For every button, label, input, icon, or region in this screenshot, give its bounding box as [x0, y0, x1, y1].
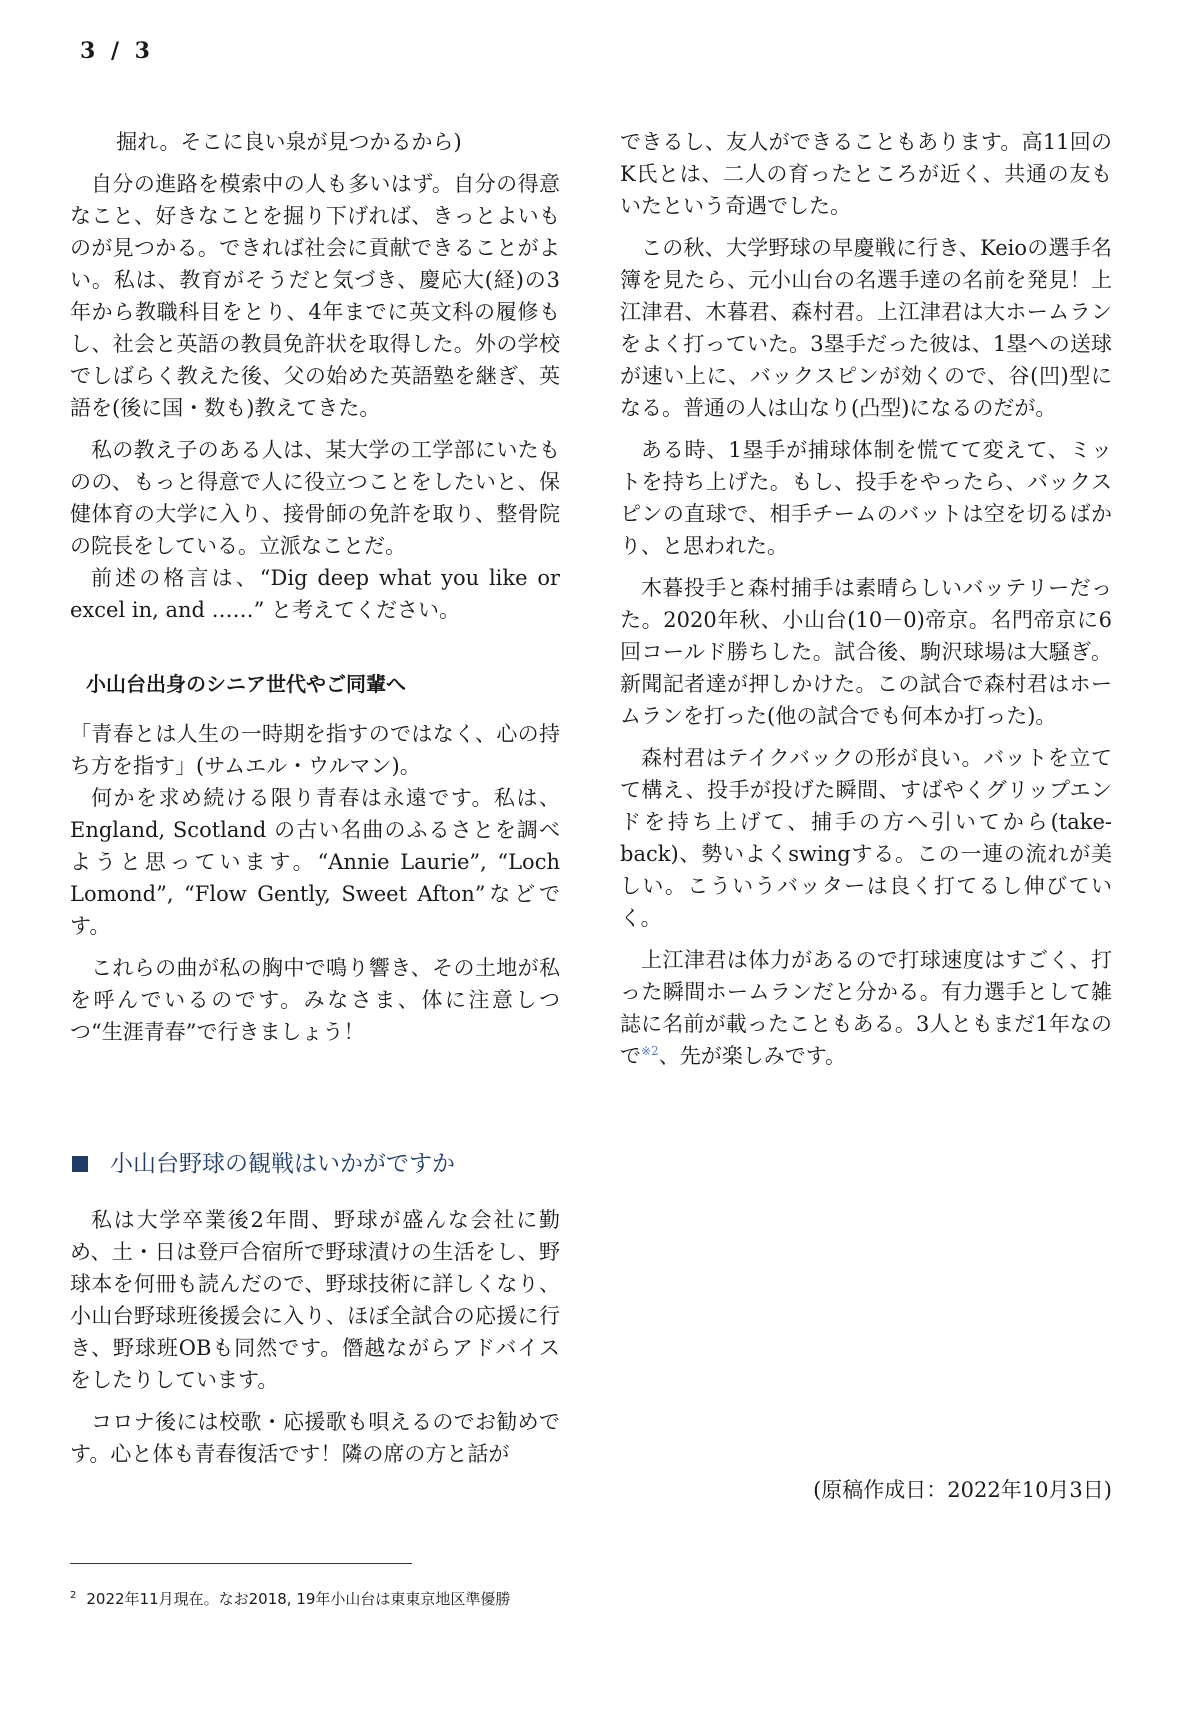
footnote — [70, 1588, 510, 1609]
manuscript-date: (原稿作成日：2022年10月3日) — [813, 1478, 1112, 1502]
footnote-reference[interactable]: ※2 — [641, 1044, 659, 1058]
section-heading — [70, 1148, 560, 1180]
paragraph-takeback: 森村君はテイクバックの形が良い。バットを立てて構え、投手が投げた瞬間、すばやくグリップエンドを持ち上げて、捕手の方へ引いてから(take-back)、勢いよくswingする。この一連の流れが美しい。こういうバッターは良く打てるし伸びていく。 — [620, 746, 1112, 930]
paragraph-first-baseman: ある時、1塁手が捕球体制を慌てて変えて、ミットを持ち上げた。もし、投手をやったら、バックスピンの直球で、相手チームのバットは空を切るばかり、と思われた。 — [620, 438, 1112, 558]
paragraph-songs: 何かを求め続ける限り青春は永遠です。私は、England, Scotland の古い名曲のふるさとを調べようと思っています。“Annie Laurie”, “Loch Lomond”, “Flow Gently, Sweet Afton”などです。 — [70, 786, 560, 938]
left-column — [70, 126, 560, 1480]
right-column — [620, 126, 1112, 1082]
square-bullet-icon — [72, 1156, 88, 1172]
paragraph-waseda-keio: この秋、大学野球の早慶戦に行き、Keioの選手名簿を見たら、元小山台の名選手達の名前を発見！上江津君、木暮君、森村君。上江津君は大ホームランをよく打っていた。3塁手だった彼は、1塁への送球が速い上に、バックスピンが効くので、谷(凹)型になる。普通の人は山なり(凸型)になるのだが。 — [620, 236, 1112, 420]
footnote-text: 2022年11月現在。なお2018, 19年小山台は東東京地区準優勝 — [86, 1590, 511, 1608]
paragraph-battery: 木暮投手と森村捕手は素晴らしいバッテリーだった。2020年秋、小山台(10－0)帝京。名門帝京に6回コールド勝ちした。試合後、駒沢球場は大騒ぎ。新聞記者達が押しかけた。この試合で森村君はホームランを打った(他の試合でも何本か打った)。 — [620, 576, 1112, 728]
page-number: 3 / 3 — [80, 38, 154, 64]
footnote-divider — [70, 1563, 412, 1564]
paragraph-maxim: 前述の格言は、“Dig deep what you like or excel in, and ……” と考えてください。 — [70, 566, 560, 622]
paragraph-continuation: 掘れ。そこに良い泉が見つかるから) — [116, 130, 462, 154]
paragraph-friends: できるし、友人ができることもあります。高11回のK氏とは、二人の育ったところが近く、共通の友もいたという奇遇でした。 — [620, 130, 1112, 218]
paragraph-career: 自分の進路を模索中の人も多いはず。自分の得意なこと、好きなことを掘り下げれば、きっとよいものが見つかる。できれば社会に貢献できることがよい。私は、教育がそうだと気づき、慶応大(経)の3年から教職科目をとり、4年までに英文科の履修もし、社会と英語の教員免許状を取得した。外の学校でしばらく教えた後、父の始めた英語塾を継ぎ、英語を(後に国・数も)教えてきた。 — [70, 172, 560, 420]
paragraph-lifelong-youth: これらの曲が私の胸中で鳴り響き、その土地が私を呼んでいるのです。みなさま、体に注意しつつ“生涯青春”で行きましょう！ — [70, 956, 560, 1044]
paragraph-recommendation: コロナ後には校歌・応援歌も唄えるのでお勧めです。心と体も青春復活です！隣の席の方と話が — [70, 1410, 560, 1466]
power-hitter-text: 上江津君は体力があるので打球速度はすごく、打った瞬間ホームランだと分かる。有力選手として雑誌に名前が載ったこともある。3人ともまだ1年なので — [620, 948, 1112, 1068]
power-hitter-text-end: 、先が楽しみです。 — [658, 1044, 847, 1068]
paragraph-baseball-background: 私は大学卒業後2年間、野球が盛んな会社に勤め、土・日は登戸合宿所で野球漬けの生活をし、野球本を何冊も読んだので、野球技術に詳しくなり、小山台野球班後援会に入り、ほぼ全試合の応援に行き、野球班OBも同然です。僭越ながらアドバイスをしたりしています。 — [70, 1208, 560, 1392]
paragraph-power-hitter — [620, 944, 1112, 1072]
section-heading-text: 小山台野球の観戦はいかがですか — [110, 1151, 455, 1177]
paragraph-youth-quote: 「青春とは人生の一時期を指すのではなく、心の持ち方を指す」(サムエル・ウルマン)。 — [70, 722, 560, 778]
subheading-senior: 小山台出身のシニア世代やご同輩へ — [86, 672, 406, 696]
paragraph-student: 私の教え子のある人は、某大学の工学部にいたものの、もっと得意で人に役立つことをしたいと、保健体育の大学に入り、接骨師の免許を取り、整骨院の院長をしている。立派なことだ。 — [70, 438, 560, 558]
footnote-number: 2 — [70, 1590, 77, 1601]
